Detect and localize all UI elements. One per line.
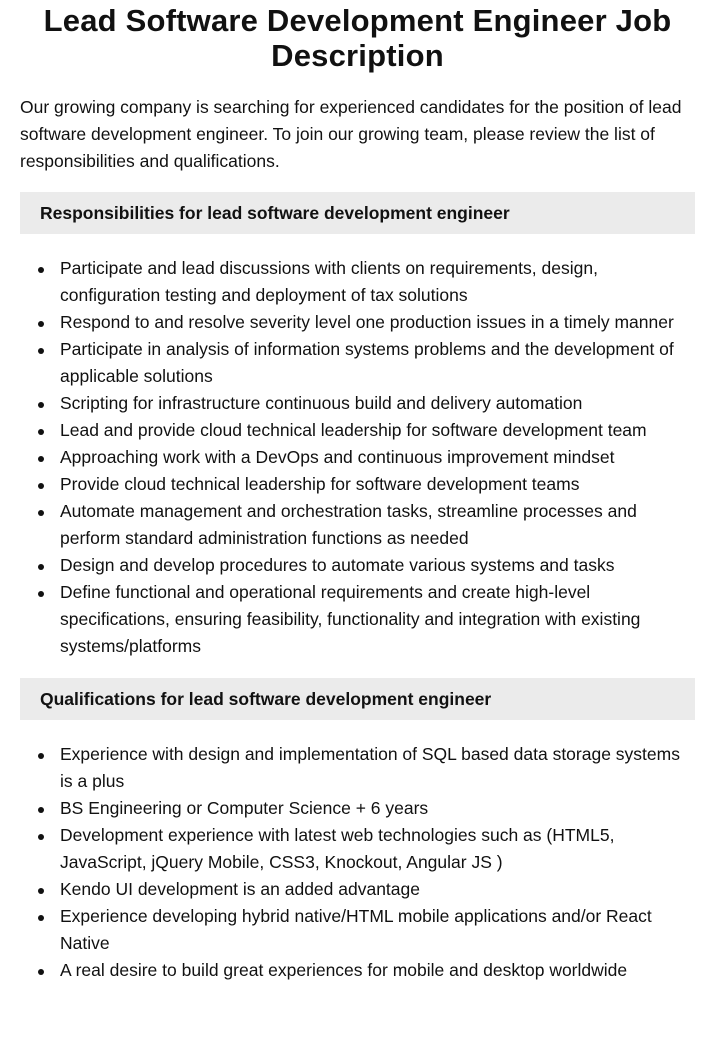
bullet-icon	[38, 888, 44, 894]
qualifications-heading: Qualifications for lead software development engineer	[20, 678, 695, 720]
bullet-icon	[38, 456, 44, 462]
page-title: Lead Software Development Engineer Job Description	[43, 3, 672, 73]
bullet-icon	[38, 807, 44, 813]
list-item-text: Automate management and orchestration tasks, streamline processes and perform standard administration functions as needed	[60, 501, 637, 548]
list-item	[60, 741, 695, 795]
list-item	[60, 795, 695, 822]
responsibilities-heading: Responsibilities for lead software development engineer	[20, 192, 695, 234]
bullet-icon	[38, 753, 44, 759]
list-item-text: Experience with design and implementation of SQL based data storage systems is a plus	[60, 744, 680, 791]
list-item-text: Experience developing hybrid native/HTML mobile applications and/or React Native	[60, 906, 652, 953]
bullet-icon	[38, 915, 44, 921]
list-item	[60, 957, 695, 984]
bullet-icon	[38, 429, 44, 435]
list-item-text: Kendo UI development is an added advantage	[60, 879, 420, 899]
list-item	[60, 471, 695, 498]
list-item-text: Provide cloud technical leadership for software development teams	[60, 474, 580, 494]
list-item	[60, 255, 695, 309]
list-item-text: A real desire to build great experiences for mobile and desktop worldwide	[60, 960, 628, 980]
list-item-text: Respond to and resolve severity level one production issues in a timely manner	[60, 312, 674, 332]
bullet-icon	[38, 402, 44, 408]
list-item-text: Development experience with latest web technologies such as (HTML5, JavaScript, jQuery Mobile, CSS3, Knockout, Angular JS )	[60, 825, 615, 872]
bullet-icon	[38, 564, 44, 570]
bullet-icon	[38, 321, 44, 327]
list-item-text: BS Engineering or Computer Science + 6 years	[60, 798, 429, 818]
list-item-text: Design and develop procedures to automate various systems and tasks	[60, 555, 615, 575]
list-item	[60, 417, 695, 444]
bullet-icon	[38, 510, 44, 516]
list-item-text: Participate and lead discussions with clients on requirements, design, configuration testing and deployment of tax solutions	[60, 258, 598, 305]
list-item	[60, 336, 695, 390]
bullet-icon	[38, 834, 44, 840]
list-item	[60, 579, 695, 660]
list-item	[60, 903, 695, 957]
list-item-text: Approaching work with a DevOps and continuous improvement mindset	[60, 447, 615, 467]
bullet-icon	[38, 483, 44, 489]
bullet-icon	[38, 591, 44, 597]
list-item	[60, 876, 695, 903]
bullet-icon	[38, 969, 44, 975]
responsibilities-list	[20, 255, 695, 660]
qualifications-list	[20, 741, 695, 984]
list-item-text: Define functional and operational requirements and create high-level specifications, ensuring feasibility, functionality and integration with existing systems/platforms	[60, 582, 641, 656]
list-item	[60, 552, 695, 579]
list-item	[60, 498, 695, 552]
list-item	[60, 390, 695, 417]
bullet-icon	[38, 348, 44, 354]
list-item-text: Scripting for infrastructure continuous build and delivery automation	[60, 393, 583, 413]
list-item	[60, 822, 695, 876]
list-item-text: Lead and provide cloud technical leadership for software development team	[60, 420, 647, 440]
list-item	[60, 444, 695, 471]
bullet-icon	[38, 267, 44, 273]
list-item-text: Participate in analysis of information systems problems and the development of applicable solutions	[60, 339, 674, 386]
intro-paragraph: Our growing company is searching for experienced candidates for the position of lead software development engineer. To join our growing team, please review the list of responsibilities and qualifications.	[20, 97, 682, 171]
list-item	[60, 309, 695, 336]
